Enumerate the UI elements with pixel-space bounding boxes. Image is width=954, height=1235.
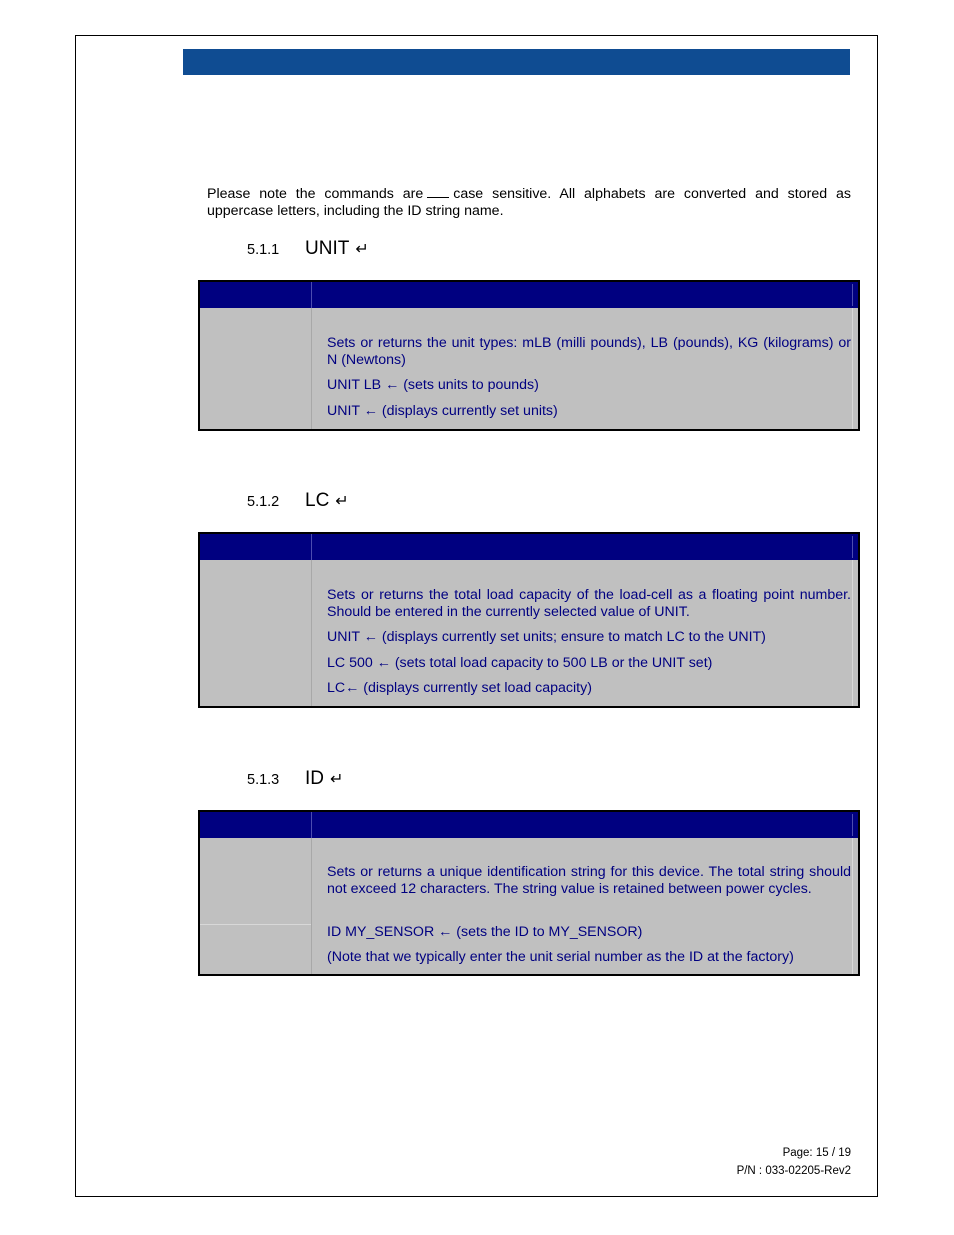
- command-table-unit: [198, 280, 860, 431]
- command-table-lc: [198, 532, 860, 708]
- example-line: LC 500 ← (sets total load capacity to 500 LB or the UNIT set): [327, 655, 713, 671]
- header-bar: [183, 49, 850, 75]
- return-icon: ↵: [335, 493, 349, 510]
- page-number: Page: 15 / 19: [782, 1147, 851, 1159]
- section-number: 5.1.1: [247, 242, 280, 258]
- example-line: LC← (displays currently set load capacity): [327, 680, 592, 696]
- description-line: Sets or returns a unique identification string for this device. The total string should not exceed 12 characters. The string value is retained between power cycles.: [327, 864, 851, 897]
- table-body: [327, 560, 851, 706]
- table-header: [200, 812, 858, 838]
- example-line: ID MY_SENSOR ← (sets the ID to MY_SENSOR): [327, 924, 643, 940]
- description-line: Sets or returns the unit types: mLB (milli pounds), LB (pounds), KG (kilograms) or N (Newtons): [327, 335, 851, 368]
- example-line: UNIT LB ← (sets units to pounds): [327, 377, 539, 393]
- note-line: (Note that we typically enter the unit serial number as the ID at the factory): [327, 949, 794, 965]
- section-title: ID: [305, 768, 324, 789]
- table-header: [200, 534, 858, 560]
- return-icon: ↵: [355, 241, 369, 258]
- intro-blank: [427, 186, 449, 198]
- section-heading-id: [247, 768, 343, 790]
- description-line: Sets or returns the total load capacity of the load-cell as a floating point number. Should be entered in the currently selected value of UNIT.: [327, 587, 851, 620]
- table-body: [327, 308, 851, 429]
- return-icon: ↵: [330, 771, 344, 788]
- part-number: P/N : 033-02205-Rev2: [736, 1165, 851, 1177]
- example-line: UNIT ← (displays currently set units; ensure to match LC to the UNIT): [327, 629, 766, 645]
- intro-text-before: Please note the commands are: [207, 186, 424, 202]
- table-body: [327, 838, 851, 974]
- section-heading-unit: [247, 238, 369, 260]
- command-table-id: [198, 810, 860, 976]
- table-header: [200, 282, 858, 308]
- section-number: 5.1.3: [247, 772, 280, 788]
- intro-text-after: case sensitive. All alphabets are converted and stored as uppercase letters, including the ID string name.: [207, 186, 851, 219]
- section-title: LC: [305, 490, 330, 511]
- section-number: 5.1.2: [247, 494, 280, 510]
- section-title: UNIT: [305, 238, 350, 259]
- section-heading-lc: [247, 490, 349, 512]
- example-line: UNIT ← (displays currently set units): [327, 403, 558, 419]
- intro-paragraph: [207, 186, 851, 220]
